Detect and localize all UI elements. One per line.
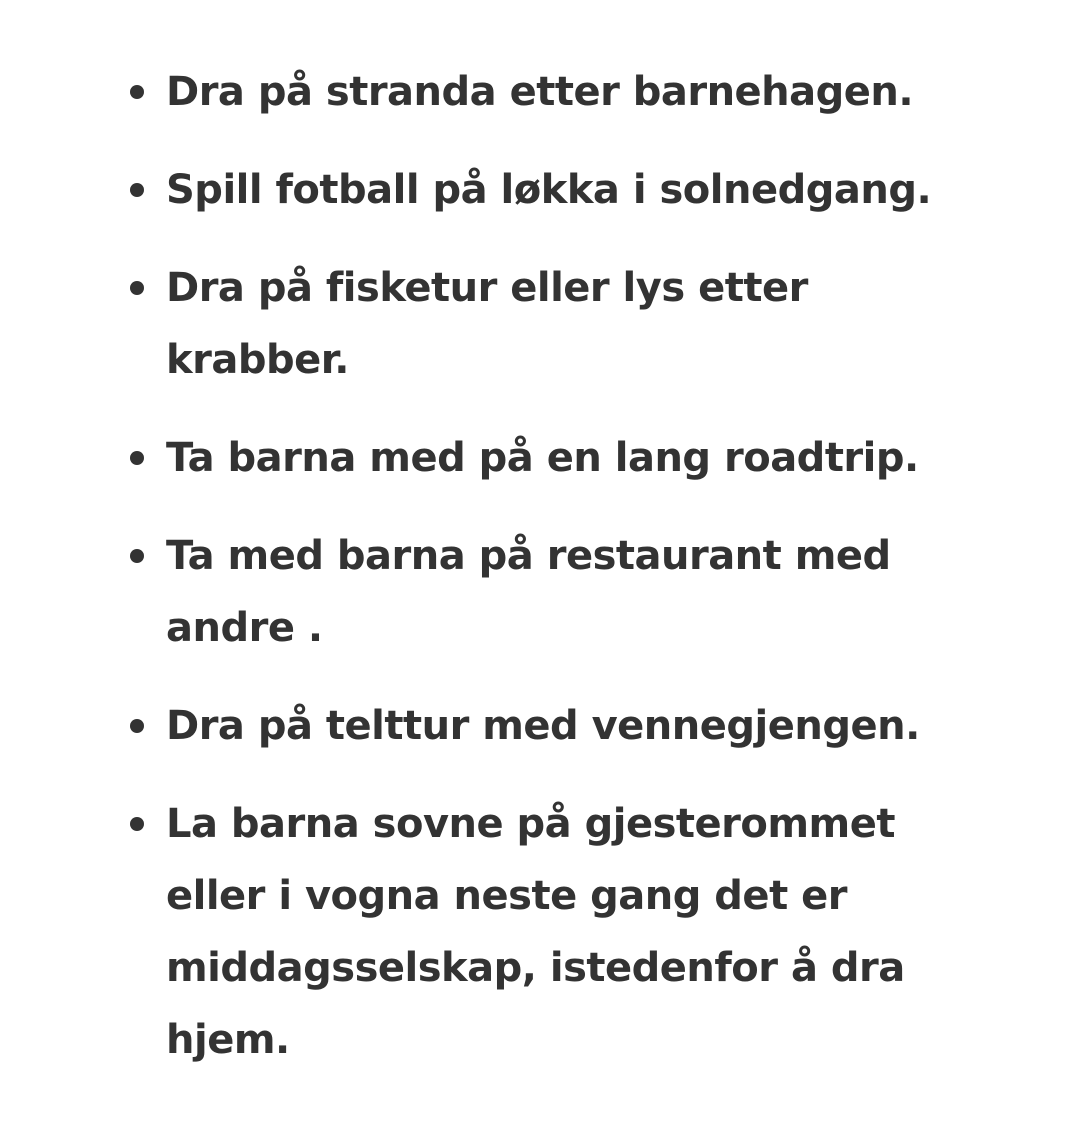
bullet-icon — [130, 549, 144, 563]
bullet-icon — [130, 817, 144, 831]
list-item-text: Spill fotball på løkka i solnedgang. — [166, 167, 932, 213]
list-item — [130, 252, 866, 396]
list-item — [130, 690, 960, 762]
list-item — [130, 56, 960, 128]
list-item — [130, 788, 960, 1076]
list-item — [130, 154, 960, 226]
bullet-list — [130, 56, 960, 1102]
list-item — [130, 422, 960, 494]
bullet-icon — [130, 183, 144, 197]
bullet-icon — [130, 451, 144, 465]
bullet-icon — [130, 281, 144, 295]
list-item-text: Ta med barna på restaurant med andre . — [166, 533, 891, 651]
list-item — [130, 520, 956, 664]
list-item-text: Dra på telttur med vennegjengen. — [166, 703, 920, 749]
list-item-text: Dra på fisketur eller lys etter krabber. — [166, 265, 808, 383]
list-item-text: Ta barna med på en lang roadtrip. — [166, 435, 919, 481]
bullet-icon — [130, 719, 144, 733]
bullet-icon — [130, 85, 144, 99]
list-item-text: La barna sovne på gjesterommet eller i vogna neste gang det er middagsselskap, istedenfor å dra hjem. — [166, 801, 905, 1063]
list-item-text: Dra på stranda etter barnehagen. — [166, 69, 914, 115]
